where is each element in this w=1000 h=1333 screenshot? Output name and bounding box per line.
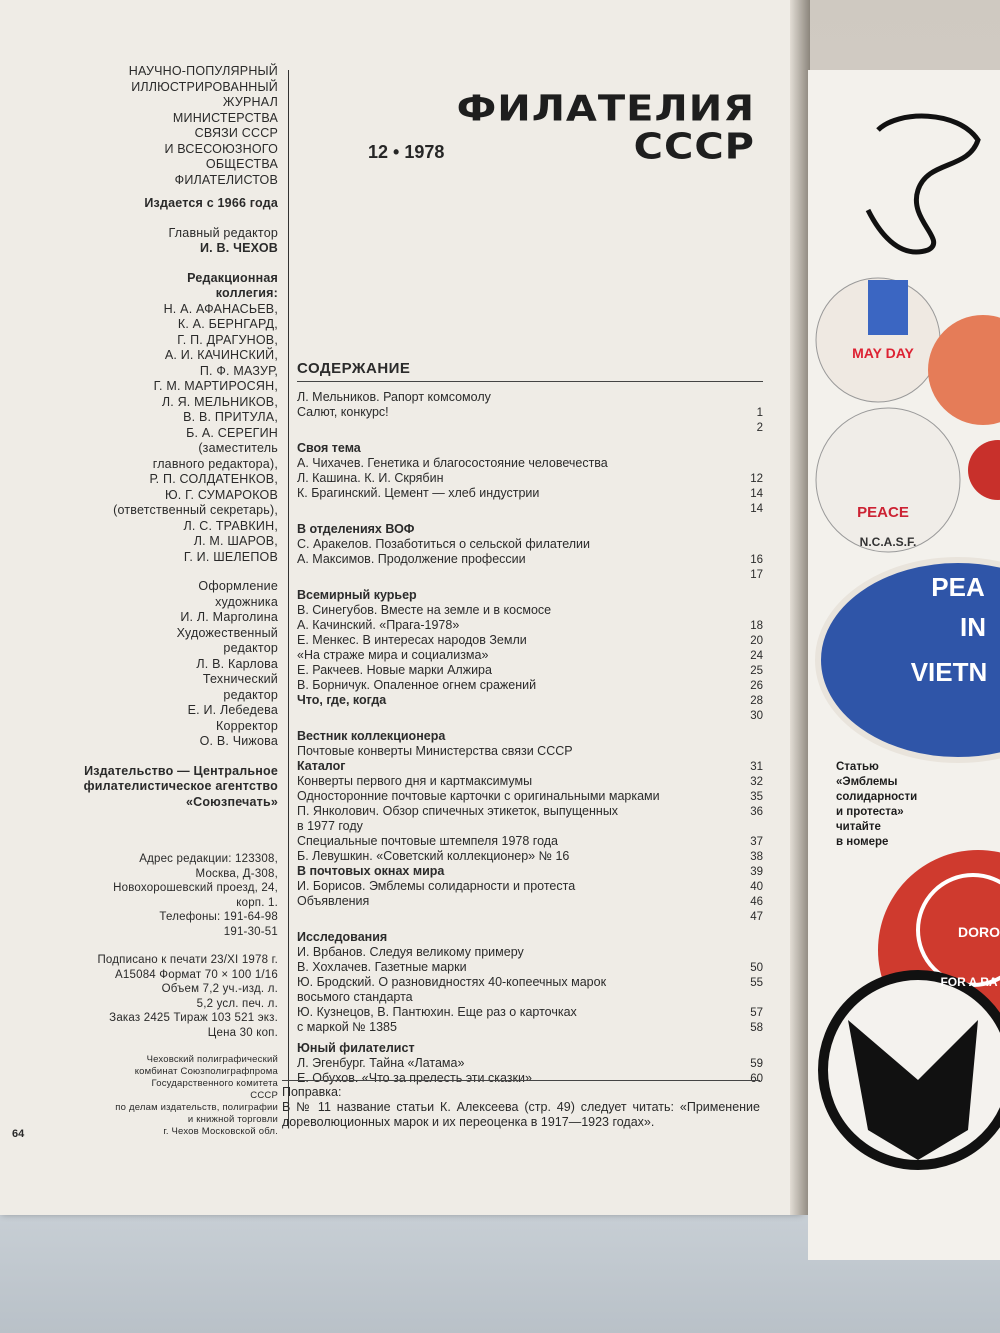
correction-text: В № 11 название статьи К. Алексеева (стр. 49) следует читать: «Применение дореволюционных марок и их переоценка в 1917—1923 годах».: [282, 1100, 760, 1129]
toc-entry: [297, 1056, 763, 1071]
toc-entry-page: 14: [750, 503, 763, 515]
toc-entry-page: 55: [750, 977, 763, 989]
toc-entry: [297, 864, 763, 879]
journal-line: СВЯЗИ СССР: [194, 126, 278, 140]
print-line: 5,2 усл. печ. л.: [196, 997, 278, 1010]
credit-line: Е. И. Лебедева: [187, 703, 278, 717]
address: [20, 852, 278, 939]
toc-entry-title: А. Качинский. «Прага-1978»: [297, 618, 460, 632]
book-spine: [790, 0, 810, 1215]
toc-section-title: Исследования: [297, 930, 388, 944]
print-line: Цена 30 коп.: [207, 1026, 278, 1039]
toc-entry-title: К. Брагинский. Цемент — хлеб индустрии: [297, 486, 540, 500]
toc-entry: [297, 486, 763, 501]
toc-entry-title: П. Янколович. Обзор спичечных этикеток, выпущенных: [297, 804, 619, 818]
toc-entry: [297, 390, 763, 405]
toc-entry-title: В. Борничук. Опаленное огнем сражений: [297, 678, 537, 692]
toc-entry: [297, 834, 763, 849]
caption-line: и протеста»: [836, 806, 904, 818]
toc-entry-title: Почтовые конверты Министерства связи СССР: [297, 744, 573, 758]
toc-entry: [297, 894, 763, 909]
correction-label: Поправка:: [282, 1085, 342, 1099]
badge-red-small: [968, 440, 1000, 500]
journal-line: И ВСЕСОЮЗНОГО: [164, 141, 278, 156]
board-member: Г. П. ДРАГУНОВ,: [177, 332, 278, 347]
journal-line: ОБЩЕСТВА: [205, 157, 278, 171]
toc-entry-page: 20: [750, 635, 763, 647]
toc-entry-title: Л. Эгенбург. Тайна «Латама»: [297, 1056, 465, 1070]
publisher: [20, 764, 278, 811]
printer-line: СССР: [250, 1090, 278, 1101]
toc-entry-page: 25: [750, 665, 763, 677]
toc-entry: [297, 603, 763, 618]
address-line: Адрес редакции: 123308,: [139, 853, 278, 865]
toc-entry: [297, 663, 763, 678]
caption-line: «Эмблемы: [836, 776, 898, 788]
page-number: 64: [12, 1128, 25, 1140]
toc-entry-page: 1: [756, 407, 763, 419]
toc-section-title: Вестник коллекционера: [297, 729, 446, 743]
journal-line: НАУЧНО-ПОПУЛЯРНЫЙ: [128, 64, 278, 78]
toc-entry-title: Салют, конкурс!: [297, 405, 389, 419]
toc-section-title: В отделениях ВОФ: [297, 522, 415, 536]
toc-entry: [297, 633, 763, 648]
toc-entry-title: В. Хохлачев. Газетные марки: [297, 960, 467, 974]
toc-entry-title: В почтовых окнах мира: [297, 864, 445, 878]
toc-entry: [297, 618, 763, 633]
toc-entry-page: 28: [750, 695, 763, 707]
toc-entry: [297, 1020, 763, 1035]
toc-entry: [297, 648, 763, 663]
toc-entry-page: 14: [750, 488, 763, 500]
toc-entry-page: 30: [750, 710, 763, 722]
imprint-column: [20, 64, 278, 1138]
toc-entry-page: 40: [750, 881, 763, 893]
toc-entry: [297, 1005, 763, 1020]
toc-entry-page: 18: [750, 620, 763, 632]
toc-entry-title: Конверты первого дня и картмаксимумы: [297, 774, 533, 788]
design-credits: [20, 579, 278, 750]
toc-entry-title: Б. Левушкин. «Советский коллекционер» № 16: [297, 849, 570, 863]
since-line: Издается с 1966 года: [144, 196, 278, 210]
toc-entry-title: Объявления: [297, 894, 370, 908]
toc-entry-title: И. Врбанов. Следуя великому примеру: [297, 945, 524, 959]
toc-entry-page: 57: [750, 1007, 763, 1019]
masthead-title-line2: СССР: [633, 126, 755, 168]
address-line: Телефоны: 191-64-98: [159, 911, 278, 923]
toc-entry-page: 47: [750, 911, 763, 923]
toc-entry: [297, 708, 763, 723]
toc-entry: [297, 849, 763, 864]
toc-entry-title: Л. Мельников. Рапорт комсомолу: [297, 390, 491, 404]
printer-line: и книжной торговли: [187, 1114, 278, 1125]
badge-label-in: IN: [960, 611, 986, 642]
board-label-2: коллегия:: [215, 286, 278, 300]
toc-entry: [297, 975, 763, 990]
toc-entry-title: Специальные почтовые штемпеля 1978 года: [297, 834, 558, 848]
toc-entry-title: Е. Обухов. «Что за прелесть эти сказки»: [297, 1071, 532, 1085]
print-line: А15084 Формат 70 × 100 1/16: [115, 968, 278, 981]
right-page-illustration: [808, 70, 1000, 1260]
toc-entry-page: 24: [750, 650, 763, 662]
toc-entry-page: 2: [756, 422, 763, 434]
board-member: Р. П. СОЛДАТЕНКОВ,: [149, 472, 278, 486]
toc-entry: [297, 693, 763, 708]
toc-entry-title: С. Аракелов. Позаботиться о сельской филателии: [297, 537, 590, 551]
toc-section-title: Своя тема: [297, 441, 361, 455]
badge-label-for-a-ra: FOR A RA: [940, 975, 998, 989]
credit-line: Художественный: [176, 625, 278, 640]
toc-entry-page: 60: [750, 1073, 763, 1085]
toc-entry-title: Каталог: [297, 759, 346, 773]
toc-entry-title: Ю. Кузнецов, В. Пантюхин. Еще раз о карточках: [297, 1005, 577, 1019]
credit-line: Корректор: [216, 718, 278, 733]
board-member: Л. С. ТРАВКИН,: [183, 518, 278, 533]
toc-entry-title: в 1977 году: [297, 819, 363, 833]
masthead: [410, 90, 755, 166]
caption-line: в номере: [836, 836, 889, 848]
publisher-line: филателистическое агентство: [83, 779, 278, 793]
toc-entry: [297, 819, 763, 834]
board-member: К. А. БЕРНГАРД,: [177, 317, 278, 331]
masthead-title-line1: ФИЛАТЕЛИЯ: [456, 88, 755, 130]
toc-entry-title: Что, где, когда: [297, 693, 387, 707]
toc-entry-title: с маркой № 1385: [297, 1020, 397, 1034]
badge-label-doro: DORO: [958, 924, 1000, 940]
toc-entry-page: 46: [750, 896, 763, 908]
credit-line: И. Л. Марголина: [180, 610, 278, 624]
board-member: Г. И. ШЕЛЕПОВ: [183, 549, 278, 564]
credit-line: Технический: [202, 672, 278, 686]
caption-line: Статью: [836, 761, 879, 773]
credit-line: Оформление: [198, 579, 278, 593]
badge-label-peace: PEACE: [857, 503, 909, 521]
board-member: А. И. КАЧИНСКИЙ,: [164, 348, 278, 362]
badge-label-may-day: MAY DAY: [852, 345, 914, 361]
toc-entry-title: В. Синегубов. Вместе на земле и в космосе: [297, 603, 552, 617]
toc-entry-page: 26: [750, 680, 763, 692]
toc-entry: [297, 537, 763, 552]
board-member: В. В. ПРИТУЛА,: [183, 410, 278, 424]
toc-entry-page: 16: [750, 554, 763, 566]
table-of-contents: [285, 360, 763, 1086]
toc-entry-page: 35: [750, 791, 763, 803]
journal-line: ФИЛАТЕЛИСТОВ: [174, 172, 278, 187]
toc-entry-page: 12: [750, 473, 763, 485]
board-member: П. Ф. МАЗУР,: [199, 363, 278, 378]
board-member: главного редактора),: [152, 456, 278, 471]
credit-line: Л. В. Карлова: [196, 656, 278, 671]
toc-entry: [297, 744, 763, 759]
address-line: 191-30-51: [223, 925, 278, 938]
toc-entry: [297, 501, 763, 516]
print-details: [20, 953, 278, 1040]
toc-entry: [297, 420, 763, 435]
credit-line: редактор: [223, 641, 278, 655]
toc-entry-title: И. Борисов. Эмблемы солидарности и протеста: [297, 879, 576, 893]
badge-flag: [868, 280, 908, 335]
toc-section-title: Юный филателист: [297, 1041, 415, 1055]
toc-entry-title: [297, 909, 300, 923]
toc-entry-title: «На страже мира и социализма»: [297, 648, 489, 662]
toc-entry-title: [297, 420, 300, 434]
printer-line: Чеховский полиграфический: [146, 1054, 278, 1065]
board-member: Г. М. МАРТИРОСЯН,: [153, 379, 278, 393]
board-member: (заместитель: [198, 441, 278, 455]
toc-entry: [297, 456, 763, 471]
toc-entry-title: Л. Кашина. К. И. Скрябин: [297, 471, 444, 485]
printer-line: комбинат Союзполиграфпрома: [134, 1066, 278, 1077]
toc-entry: [297, 567, 763, 582]
toc-entry: [297, 774, 763, 789]
board-member: Н. А. АФАНАСЬЕВ,: [163, 301, 278, 316]
address-line: корп. 1.: [236, 896, 278, 909]
caption-line: читайте: [836, 821, 881, 833]
publisher-line: «Союзпечать»: [185, 794, 278, 809]
chief-editor-label: Главный редактор: [168, 225, 278, 240]
toc-entry: [297, 909, 763, 924]
toc-entry-page: 39: [750, 866, 763, 878]
toc-body: [285, 390, 763, 1086]
toc-entry-page: 31: [750, 761, 763, 773]
credit-line: художника: [215, 594, 278, 609]
toc-entry-title: Е. Ракчеев. Новые марки Алжира: [297, 663, 492, 677]
toc-entry: [297, 678, 763, 693]
toc-entry: [297, 804, 763, 819]
board-member: Ю. Г. СУМАРОКОВ: [164, 487, 278, 502]
badge-label-pea: PEA: [931, 571, 985, 602]
address-line: Новохорошевский проезд, 24,: [113, 882, 278, 894]
editorial-board: [20, 302, 278, 566]
toc-entry-page: 32: [750, 776, 763, 788]
board-member: Б. А. СЕРЕГИН: [186, 425, 278, 440]
printer-info: [20, 1054, 278, 1138]
toc-entry-title: восьмого стандарта: [297, 990, 413, 1004]
toc-entry-page: 50: [750, 962, 763, 974]
toc-entry-title: [297, 567, 300, 581]
toc-heading: СОДЕРЖАНИЕ: [297, 360, 763, 382]
journal-description: [20, 64, 278, 188]
journal-line: ЖУРНАЛ: [222, 95, 278, 109]
toc-entry-title: Е. Менкес. В интересах народов Земли: [297, 633, 527, 647]
toc-entry: [297, 960, 763, 975]
toc-entry: [297, 990, 763, 1005]
credit-line: О. В. Чижова: [199, 734, 278, 748]
toc-entry: [297, 759, 763, 774]
journal-line: ИЛЛЮСТРИРОВАННЫЙ: [131, 79, 278, 94]
toc-entry: [297, 552, 763, 567]
badge-label-ncasf: N.C.A.S.F.: [859, 535, 917, 549]
toc-entry-page: 38: [750, 851, 763, 863]
issue-number: 12 • 1978: [368, 142, 445, 162]
badge-label-vietn: VIETN: [910, 656, 988, 687]
toc-entry: [297, 471, 763, 486]
toc-entry: [297, 405, 763, 420]
toc-entry-title: Ю. Бродский. О разновидностях 40-копеечных марок: [297, 975, 607, 989]
printer-line: Государственного комитета: [151, 1078, 278, 1089]
publisher-line: Издательство — Центральное: [84, 763, 278, 778]
board-member: (ответственный секретарь),: [113, 503, 278, 517]
illustration-caption: [836, 760, 956, 850]
printer-line: г. Чехов Московской обл.: [163, 1126, 278, 1137]
toc-entry-page: 59: [750, 1058, 763, 1070]
journal-line: МИНИСТЕРСТВА: [172, 110, 278, 125]
toc-section-title: Всемирный курьер: [297, 588, 417, 602]
board-label-1: Редакционная: [187, 270, 278, 285]
print-line: Подписано к печати 23/XI 1978 г.: [97, 954, 278, 966]
toc-entry-title: [297, 708, 300, 722]
toc-entry-page: 17: [750, 569, 763, 581]
toc-entry-page: 58: [750, 1022, 763, 1034]
address-line: Москва, Д-308,: [195, 867, 278, 880]
board-member: Л. М. ШАРОВ,: [193, 534, 278, 548]
toc-entry: [297, 945, 763, 960]
printer-line: по делам издательств, полиграфии: [115, 1102, 278, 1113]
credit-line: редактор: [223, 687, 278, 702]
toc-entry-title: [297, 501, 300, 515]
toc-entry-title: А. Максимов. Продолжение профессии: [297, 552, 526, 566]
toc-entry-title: А. Чихачев. Генетика и благосостояние человечества: [297, 456, 608, 470]
toc-entry-title: Односторонние почтовые карточки с оригинальными марками: [297, 789, 660, 803]
toc-entry: [297, 879, 763, 894]
caption-line: солидарности: [836, 791, 918, 803]
chief-editor: И. В. ЧЕХОВ: [200, 241, 278, 255]
print-line: Заказ 2425 Тираж 103 521 экз.: [109, 1012, 278, 1024]
dove-drawing: [868, 116, 978, 252]
toc-entry-page: 37: [750, 836, 763, 848]
print-line: Объем 7,2 уч.-изд. л.: [161, 983, 278, 995]
toc-entry: [297, 789, 763, 804]
correction-note: [282, 1080, 760, 1130]
board-member: Л. Я. МЕЛЬНИКОВ,: [161, 394, 278, 409]
toc-entry-page: 36: [750, 806, 763, 818]
